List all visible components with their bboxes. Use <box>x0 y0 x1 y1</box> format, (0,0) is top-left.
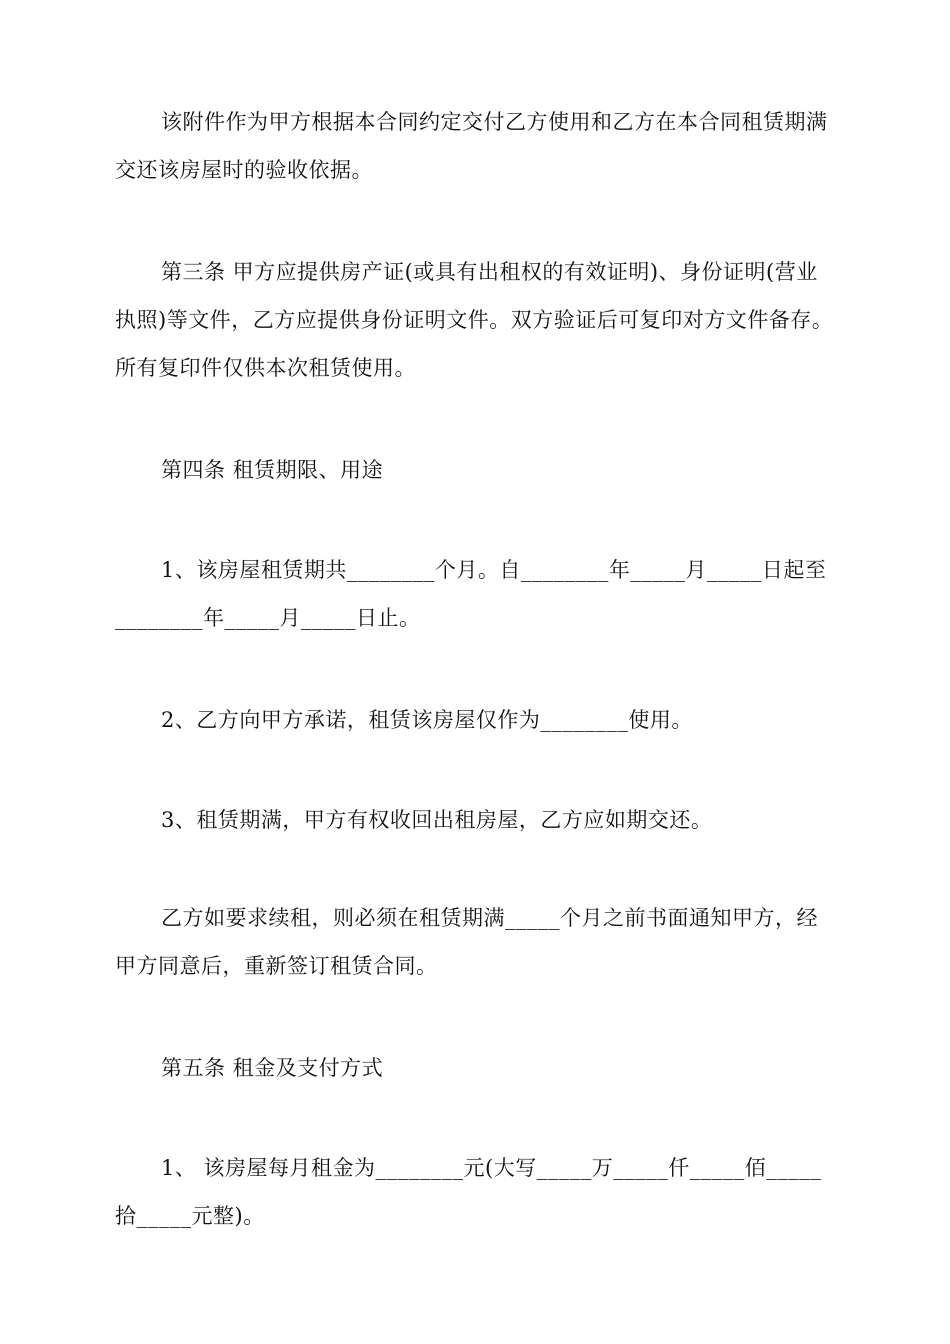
paragraph-lease-expiry: 3、租赁期满，甲方有权收回出租房屋，乙方应如期交还。 <box>161 808 713 832</box>
heading-article-4: 第四条 租赁期限、用途 <box>161 458 384 482</box>
paragraph-article-3: 第三条 甲方应提供房产证(或具有出租权的有效证明)、身份证明(营业执照)等文件，乙方应提供身份证明文件。双方验证后可复印对方文件备存。所有复印件仅供本次租赁使用。 <box>115 260 834 380</box>
paragraph-lease-term: 1、该房屋租赁期共________个月。自________年_____月_____日起至________年_____月_____日止。 <box>115 558 827 630</box>
paragraph-monthly-rent: 1、 该房屋每月租金为________元(大写_____万_____仟_____佰_____拾_____元整)。 <box>115 1156 822 1228</box>
heading-article-5: 第五条 租金及支付方式 <box>161 1056 384 1080</box>
paragraph-lease-purpose: 2、乙方向甲方承诺，租赁该房屋仅作为________使用。 <box>161 708 693 732</box>
paragraph-attachment-basis: 该附件作为甲方根据本合同约定交付乙方使用和乙方在本合同租赁期满交还该房屋时的验收依据。 <box>115 110 828 182</box>
paragraph-renewal: 乙方如要求续租，则必须在租赁期满_____个月之前书面通知甲方，经甲方同意后，重新签订租赁合同。 <box>115 906 818 978</box>
